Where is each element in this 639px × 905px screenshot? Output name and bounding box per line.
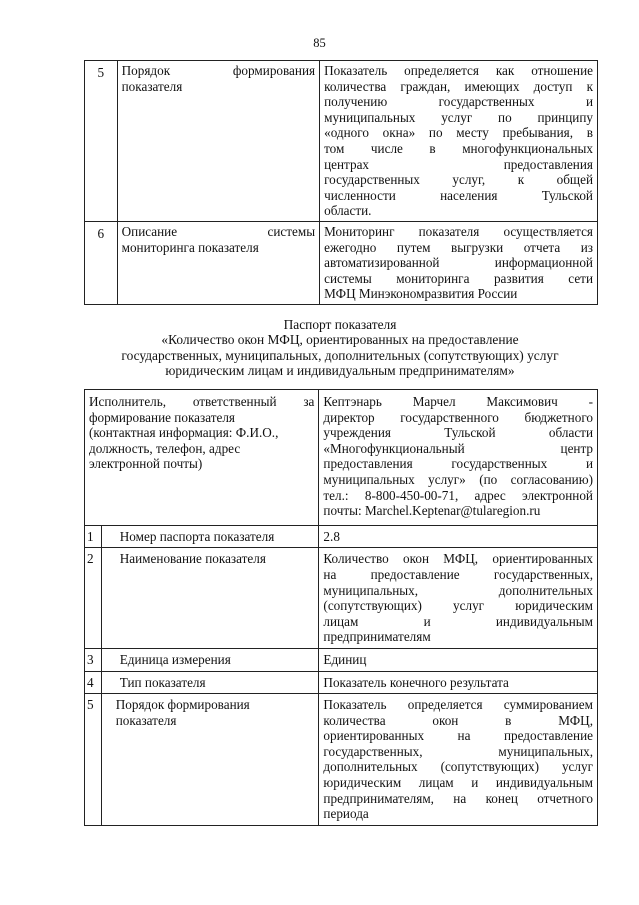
executor-row <box>85 390 598 526</box>
passport-subtitle-line: «Количество окон МФЦ, ориентированных на предоставление <box>161 332 519 348</box>
row-number: 5 <box>85 61 118 222</box>
row-number: 1 <box>85 525 102 548</box>
table-row <box>85 525 598 548</box>
row-description: 2.8 <box>319 525 598 548</box>
passport-subtitle-line: государственных, муниципальных, дополнительных (сопутствующих) услуг <box>121 347 559 363</box>
row-name: Порядок формирования показателя <box>101 694 319 826</box>
indicator-table-continued <box>84 60 598 305</box>
row-name: Единица измерения <box>101 648 319 671</box>
row-description: Единиц <box>319 648 598 671</box>
passport-title <box>60 317 620 379</box>
row-number: 3 <box>85 648 102 671</box>
row-name: Номер паспорта показателя <box>101 525 319 548</box>
row-number: 4 <box>85 671 102 694</box>
table-row <box>85 548 598 649</box>
row-number: 5 <box>85 694 102 826</box>
row-description: Количество окон МФЦ, ориентированных на предоставление государственных, муниципальных, дополнительных (сопутствующих) услуг юридическим лицам и индивидуальным предпринимателям <box>319 548 598 649</box>
row-name: Порядок формирования показателя <box>117 61 319 222</box>
row-description: Показатель определяется как отношение количества граждан, имеющих доступ к получению государственных и муниципальных услуг по принципу «одного окна» по месту пребывания, в том числе в многофункциональных центрах предоставления государственных услуг, к общей численности населения Тульской области. <box>320 61 598 222</box>
row-name: Тип показателя <box>101 671 319 694</box>
passport-heading: Паспорт показателя <box>283 317 397 332</box>
table-row <box>85 221 598 304</box>
table-row <box>85 694 598 826</box>
table-row <box>85 61 598 222</box>
table-row <box>85 648 598 671</box>
row-name: Наименование показателя <box>101 548 319 649</box>
row-number: 2 <box>85 548 102 649</box>
row-number: 6 <box>85 221 118 304</box>
row-description: Мониторинг показателя осуществляется ежегодно путем выгрузки отчета из автоматизированной информационной системы мониторинга развития сети МФЦ Минэкономразвития России <box>320 221 598 304</box>
passport-subtitle-line: юридическим лицам и индивидуальным предпринимателям» <box>165 363 515 379</box>
page-number: 85 <box>313 36 326 50</box>
executor-value: Кептэнарь Марчел Максимович - директор государственного бюджетного учреждения Тульской области «Многофункциональный центр предоставления государственных и муниципальных услуг» (по согласованию) тел.: 8-800-450-00-71, адрес электронной почты: Marchel.Keptenar@tularegion.ru <box>319 390 598 526</box>
row-name: Описание системы мониторинга показателя <box>117 221 319 304</box>
row-description: Показатель определяется суммированием количества окон в МФЦ, ориентированных на предоставление государственных, муниципальных, дополнительных (сопутствующих) услуг юридическим лицам и индивидуальным предпринимателям, на конец отчетного периода <box>319 694 598 826</box>
passport-table <box>84 389 598 826</box>
table-row <box>85 671 598 694</box>
executor-label: Исполнитель, ответственный за формирование показателя (контактная информация: Ф.И.О., должность, телефон, адрес электронной почты) <box>85 390 319 526</box>
row-description: Показатель конечного результата <box>319 671 598 694</box>
